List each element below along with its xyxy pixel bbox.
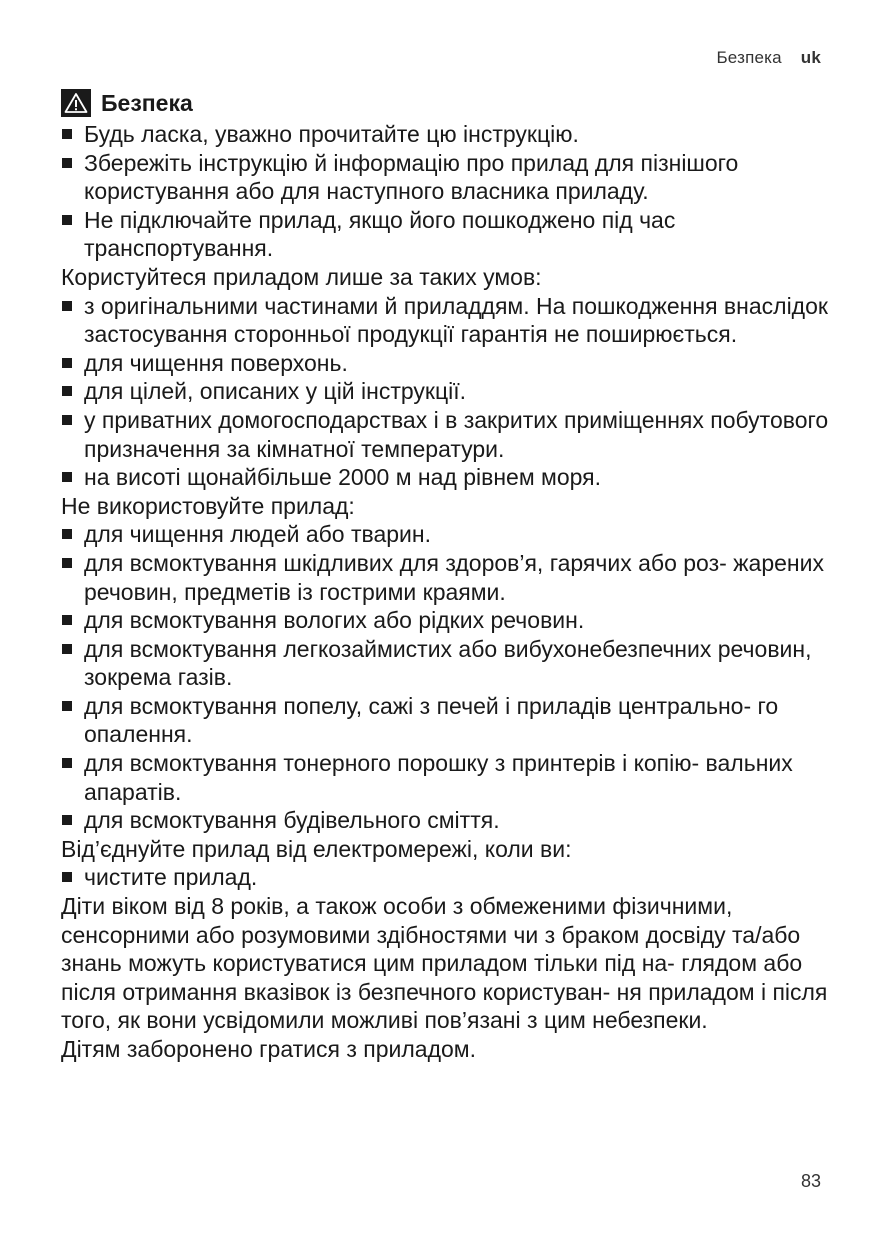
main-content: [61, 88, 831, 1064]
list-item: для цілей, описаних у цій інструкції.: [61, 377, 831, 406]
header-language-code: uk: [800, 48, 821, 67]
list-item: Не підключайте прилад, якщо його пошкоджено під час транспортування.: [61, 206, 831, 263]
list-item: Будь ласка, уважно прочитайте цю інструкцію.: [61, 120, 831, 149]
list-item: на висоті щонайбільше 2000 м над рівнем моря.: [61, 463, 831, 492]
children-play-paragraph: Дітям заборонено гратися з приладом.: [61, 1036, 476, 1062]
list-item: для чищення поверхонь.: [61, 349, 831, 378]
page-number: 83: [800, 1171, 821, 1191]
disconnect-intro: Від’єднуйте прилад від електромережі, коли ви:: [61, 835, 572, 862]
disconnect-list: [61, 863, 831, 892]
list-item: для всмоктування тонерного порошку з принтерів і копію- вальних апаратів.: [61, 749, 831, 806]
usage-conditions-list: [61, 292, 831, 492]
list-item: для всмоктування легкозаймистих або вибухонебезпечних речовин, зокрема газів.: [61, 635, 831, 692]
section-heading: [61, 88, 831, 118]
usage-conditions-intro: Користуйтеся приладом лише за таких умов:: [61, 263, 542, 290]
list-item: для чищення людей або тварин.: [61, 520, 831, 549]
list-item: для всмоктування попелу, сажі з печей і приладів центрально- го опалення.: [61, 692, 831, 749]
header-section-title: Безпека: [716, 48, 782, 67]
list-item: для всмоктування шкідливих для здоров’я, гарячих або роз- жарених речовин, предметів із гострими краями.: [61, 549, 831, 606]
list-item: для всмоктування вологих або рідких речовин.: [61, 606, 831, 635]
general-instructions-list: [61, 120, 831, 263]
children-supervision-paragraph: Діти віком від 8 років, а також особи з обмеженими фізичними, сенсорними або розумовими здібностями чи з браком досвіду та/або знань можуть користуватися цим приладом тільки під на- глядом або після отримання вказівок із безпечного користуван- ня приладом і після того, як вони усвідомили можливі пов’язані з цим небезпеки.: [61, 893, 828, 1034]
list-item: з оригінальними частинами й приладдям. На пошкодження внаслідок застосування сторонньої продукції гарантія не поширюється.: [61, 292, 831, 349]
list-item: чистите прилад.: [61, 863, 831, 892]
running-header: [716, 48, 821, 68]
prohibited-uses-list: [61, 520, 831, 835]
warning-triangle-icon: [61, 89, 91, 117]
list-item: для всмоктування будівельного сміття.: [61, 806, 831, 835]
prohibited-uses-intro: Не використовуйте прилад:: [61, 492, 355, 519]
page-title: Безпека: [101, 89, 193, 116]
list-item: Збережіть інструкцію й інформацію про прилад для пізнішого користування або для наступного власника приладу.: [61, 149, 831, 206]
list-item: у приватних домогосподарствах і в закритих приміщеннях побутового призначення за кімнатної температури.: [61, 406, 831, 463]
